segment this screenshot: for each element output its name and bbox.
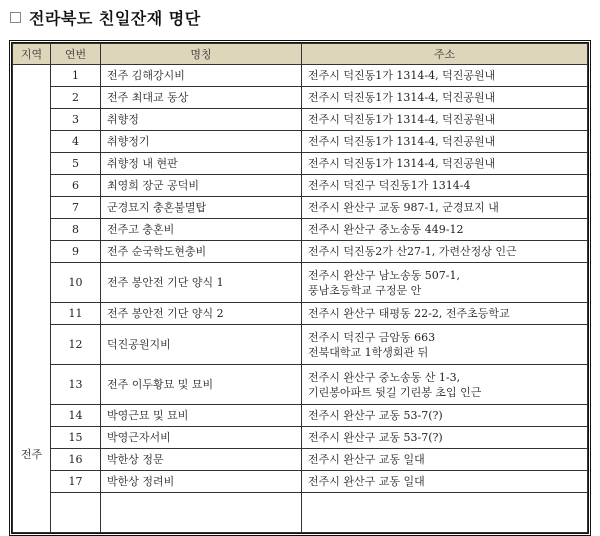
- address-line: 전주시 덕진동2가 산27-1, 가련산정상 인근: [308, 245, 517, 258]
- table-row: [13, 303, 588, 325]
- table-row: [13, 65, 588, 87]
- row-number: 5: [51, 153, 101, 175]
- table-header-row: [13, 44, 588, 65]
- row-name: 전주 봉안전 기단 양식 2: [101, 303, 302, 325]
- table-row: [13, 325, 588, 365]
- row-address: [302, 219, 588, 241]
- table-row: [13, 197, 588, 219]
- row-name: 취향정 내 현판: [101, 153, 302, 175]
- row-address: [302, 303, 588, 325]
- table-row: [13, 175, 588, 197]
- address-line: 전주시 덕진동1가 1314-4, 덕진공원내: [308, 69, 496, 82]
- row-address: [302, 109, 588, 131]
- row-number: 1: [51, 65, 101, 87]
- row-address: [302, 325, 588, 365]
- row-number: 14: [51, 405, 101, 427]
- row-address: [302, 87, 588, 109]
- row-address: [302, 197, 588, 219]
- row-name: 전주 봉안전 기단 양식 1: [101, 263, 302, 303]
- address-line: 전주시 덕진동1가 1314-4, 덕진공원내: [308, 135, 496, 148]
- title-text: 전라북도 친일잔재 명단: [29, 9, 201, 28]
- row-number: [51, 493, 101, 533]
- row-address: [302, 449, 588, 471]
- row-address: [302, 365, 588, 405]
- row-number: 12: [51, 325, 101, 365]
- table-row: [13, 109, 588, 131]
- address-line: 전주시 완산구 교동 일대: [308, 475, 425, 488]
- row-name: 취향정기: [101, 131, 302, 153]
- row-address: [302, 493, 588, 533]
- row-address: [302, 471, 588, 493]
- row-name: 최영희 장군 공덕비: [101, 175, 302, 197]
- page-title: [10, 6, 201, 29]
- row-name: 박영근묘 및 묘비: [101, 405, 302, 427]
- table-row: [13, 365, 588, 405]
- table-row: [13, 263, 588, 303]
- row-name: 박한상 정문: [101, 449, 302, 471]
- row-name: 전주 김해강시비: [101, 65, 302, 87]
- address-line: 전북대학교 1학생회관 뒤: [308, 345, 429, 359]
- row-number: 11: [51, 303, 101, 325]
- row-number: 3: [51, 109, 101, 131]
- address-line: 전주시 완산구 중노송동 449-12: [308, 223, 464, 236]
- row-name: 전주고 충혼비: [101, 219, 302, 241]
- row-address: [302, 175, 588, 197]
- row-number: 15: [51, 427, 101, 449]
- row-number: 4: [51, 131, 101, 153]
- table-row: [13, 427, 588, 449]
- checkbox-square-icon: [10, 12, 21, 23]
- row-name: 전주 최대교 동상: [101, 87, 302, 109]
- table-row: [13, 131, 588, 153]
- table-row: [13, 405, 588, 427]
- address-line: 전주시 덕진동1가 1314-4, 덕진공원내: [308, 157, 496, 170]
- row-name: 군경묘지 충혼불멸탑: [101, 197, 302, 219]
- row-number: 16: [51, 449, 101, 471]
- row-address: [302, 65, 588, 87]
- address-line: 전주시 완산구 교동 53-7(?): [308, 409, 443, 422]
- row-number: 9: [51, 241, 101, 263]
- row-number: 6: [51, 175, 101, 197]
- row-name: 전주 순국학도현충비: [101, 241, 302, 263]
- table-row: [13, 153, 588, 175]
- row-address: [302, 405, 588, 427]
- row-number: 13: [51, 365, 101, 405]
- row-name: [101, 493, 302, 533]
- address-line: 전주시 덕진구 덕진동1가 1314-4: [308, 179, 471, 192]
- row-address: [302, 131, 588, 153]
- row-number: 17: [51, 471, 101, 493]
- table-row: [13, 471, 588, 493]
- row-address: [302, 241, 588, 263]
- address-line: 전주시 완산구 중노송동 산 1-3,: [308, 370, 461, 384]
- row-number: 8: [51, 219, 101, 241]
- table-row: [13, 493, 588, 533]
- row-name: 박한상 정려비: [101, 471, 302, 493]
- header-region: 지역: [13, 44, 51, 65]
- address-line: 전주시 덕진구 금암동 663: [308, 330, 436, 344]
- header-address: 주소: [302, 44, 588, 65]
- region-cell: 전주: [13, 65, 51, 533]
- table-row: [13, 449, 588, 471]
- roster-table: [12, 43, 588, 533]
- row-name: 덕진공원지비: [101, 325, 302, 365]
- row-address: [302, 153, 588, 175]
- address-line: 기린봉아파트 뒷길 기린봉 초입 인근: [308, 385, 482, 399]
- address-line: 풍남초등학교 구정문 안: [308, 283, 422, 297]
- address-line: 전주시 완산구 남노송동 507-1,: [308, 268, 460, 282]
- address-line: 전주시 완산구 교동 987-1, 군경묘지 내: [308, 201, 499, 214]
- table-row: [13, 87, 588, 109]
- address-line: 전주시 완산구 교동 일대: [308, 453, 425, 466]
- address-line: 전주시 완산구 태평동 22-2, 전주초등학교: [308, 307, 510, 320]
- table-row: [13, 219, 588, 241]
- roster-table-frame: [9, 40, 591, 536]
- row-number: 10: [51, 263, 101, 303]
- address-line: 전주시 덕진동1가 1314-4, 덕진공원내: [308, 113, 496, 126]
- header-no: 연번: [51, 44, 101, 65]
- row-name: 전주 이두황묘 및 묘비: [101, 365, 302, 405]
- address-line: 전주시 완산구 교동 53-7(?): [308, 431, 443, 444]
- header-name: 명칭: [101, 44, 302, 65]
- address-line: 전주시 덕진동1가 1314-4, 덕진공원내: [308, 91, 496, 104]
- row-number: 2: [51, 87, 101, 109]
- row-name: 박영근자서비: [101, 427, 302, 449]
- row-name: 취향정: [101, 109, 302, 131]
- row-number: 7: [51, 197, 101, 219]
- row-address: [302, 427, 588, 449]
- table-row: [13, 241, 588, 263]
- row-address: [302, 263, 588, 303]
